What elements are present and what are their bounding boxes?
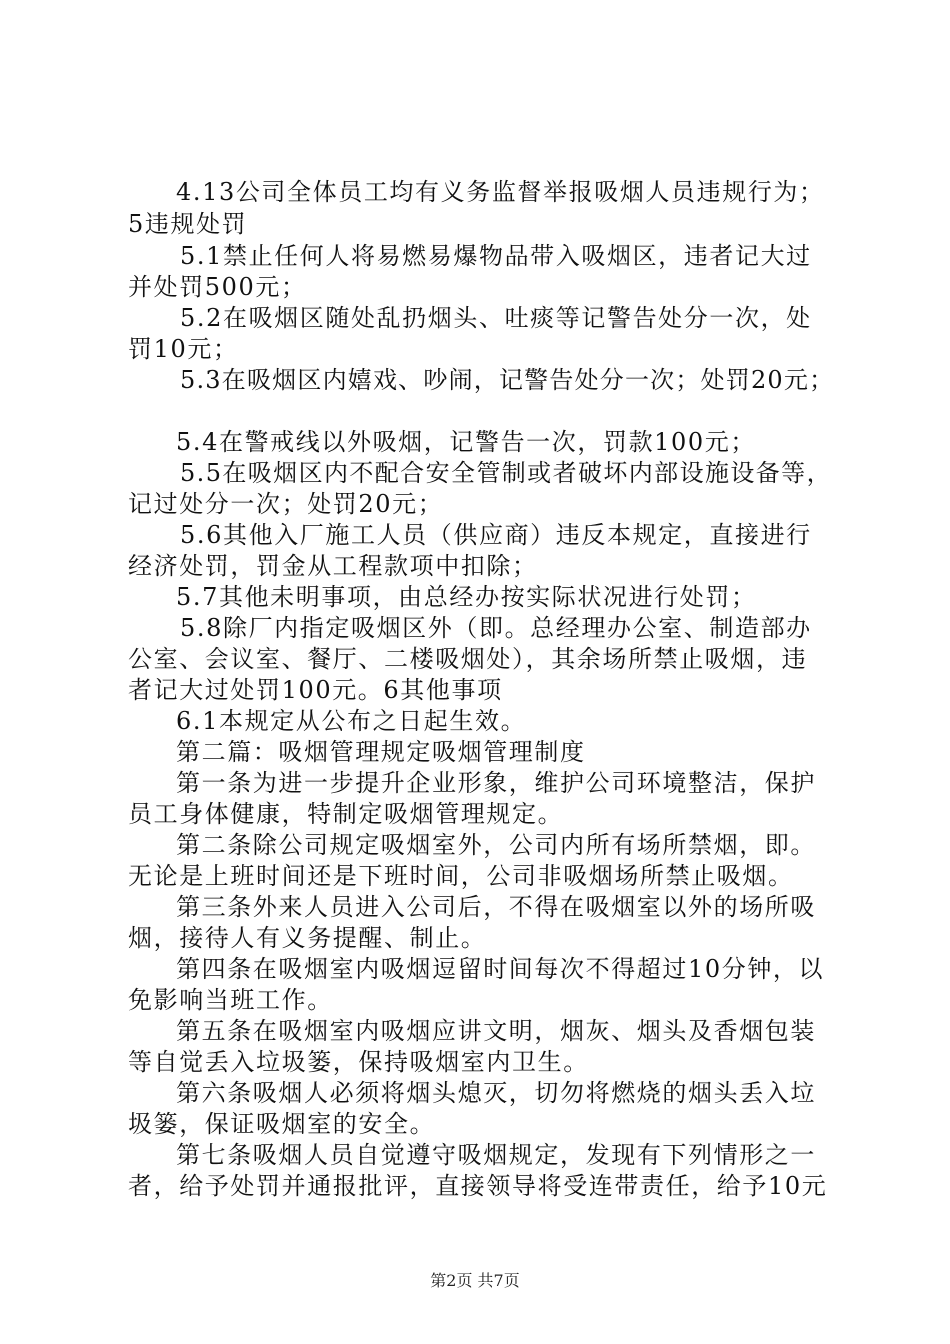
text-line: 第四条在吸烟室内吸烟逗留时间每次不得超过10分钟，以 <box>176 955 825 983</box>
text-line: 第六条吸烟人必须将烟头熄灭，切勿将燃烧的烟头丢入垃 <box>176 1079 816 1107</box>
page-number-footer: 第2页 共7页 <box>430 1271 520 1290</box>
text-line: 5.7其他未明事项，由总经办按实际状况进行处罚； <box>176 583 757 611</box>
text-line: 5.3在吸烟区内嬉戏、吵闹，记警告处分一次；处罚20元； <box>180 366 835 394</box>
text-line: 圾篓，保证吸烟室的安全。 <box>128 1110 436 1138</box>
text-line: 员工身体健康，特制定吸烟管理规定。 <box>128 800 564 828</box>
chapter-heading: 第二篇：吸烟管理规定吸烟管理制度 <box>176 738 586 766</box>
text-line: 5.5在吸烟区内不配合安全管制或者破坏内部设施设备等， <box>180 459 832 487</box>
text-line: 5.2在吸烟区随处乱扔烟头、吐痰等记警告处分一次，处 <box>180 304 812 332</box>
text-line: 5.4在警戒线以外吸烟，记警告一次，罚款100元； <box>176 428 756 456</box>
text-line: 5.8除厂内指定吸烟区外（即。总经理办公室、制造部办 <box>180 614 812 642</box>
text-line: 5.6其他入厂施工人员（供应商）违反本规定，直接进行 <box>180 521 812 549</box>
text-line: 者记大过处罚100元。6其他事项 <box>128 676 503 704</box>
text-line: 罚10元； <box>128 335 239 363</box>
text-line: 第三条外来人员进入公司后，不得在吸烟室以外的场所吸 <box>176 893 816 921</box>
text-line: 无论是上班时间还是下班时间，公司非吸烟场所禁止吸烟。 <box>128 862 794 890</box>
text-line: 公室、会议室、餐厅、二楼吸烟处），其余场所禁止吸烟，违 <box>128 645 808 673</box>
text-line: 经济处罚，罚金从工程款项中扣除； <box>128 552 538 580</box>
text-line: 第七条吸烟人员自觉遵守吸烟规定，发现有下列情形之一 <box>176 1141 816 1169</box>
text-line: 者，给予处罚并通报批评，直接领导将受连带责任，给予10元 <box>128 1172 828 1200</box>
text-line: 第二条除公司规定吸烟室外，公司内所有场所禁烟，即。 <box>176 831 816 859</box>
text-line: 免影响当班工作。 <box>128 986 333 1014</box>
section-heading: 5违规处罚 <box>128 210 248 238</box>
text-line: 5.1禁止任何人将易燃易爆物品带入吸烟区，违者记大过 <box>180 242 812 270</box>
text-line: 烟，接待人有义务提醒、制止。 <box>128 924 487 952</box>
text-line: 并处罚500元； <box>128 273 307 301</box>
text-line: 4.13公司全体员工均有义务监督举报吸烟人员违规行为； <box>176 178 825 206</box>
text-line: 第五条在吸烟室内吸烟应讲文明，烟灰、烟头及香烟包装 <box>176 1017 816 1045</box>
text-line: 等自觉丢入垃圾篓，保持吸烟室内卫生。 <box>128 1048 589 1076</box>
text-line: 记过处分一次；处罚20元； <box>128 490 444 518</box>
text-line: 第一条为进一步提升企业形象，维护公司环境整洁，保护 <box>176 769 816 797</box>
text-line: 6.1本规定从公布之日起生效。 <box>176 707 527 735</box>
